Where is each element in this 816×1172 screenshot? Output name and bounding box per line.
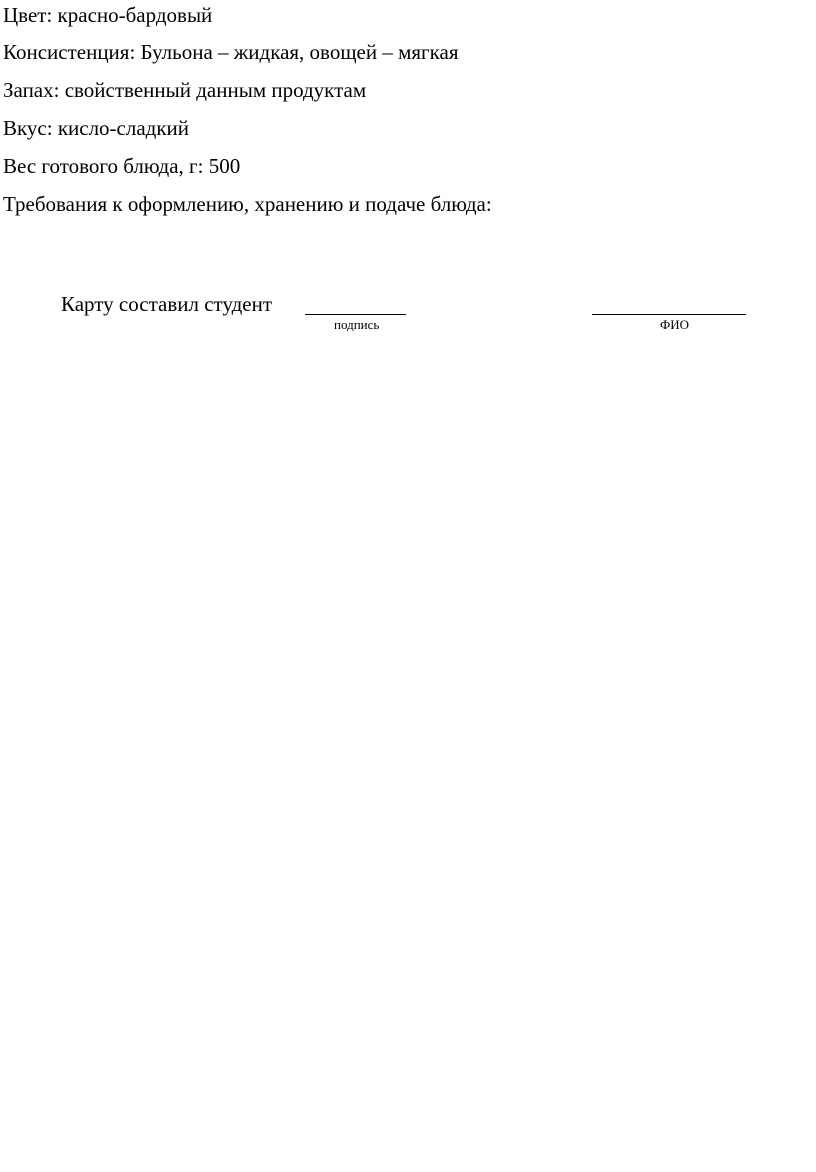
author-label: Карту составил студент [61,292,273,316]
taste-line: Вкус: кисло-сладкий [3,116,190,140]
consistency-line: Консистенция: Бульона – жидкая, овощей – мягкая [3,40,459,64]
color-line: Цвет: красно-бардовый [3,3,213,27]
signature-underline [305,314,406,315]
name-underline [592,314,746,315]
requirements-line: Требования к оформлению, хранению и подаче блюда: [3,192,492,216]
name-caption: ФИО [660,317,690,332]
smell-line: Запах: свойственный данным продуктам [3,78,367,102]
weight-line: Вес готового блюда, г: 500 [3,154,241,178]
signature-caption: подпись [334,317,380,332]
